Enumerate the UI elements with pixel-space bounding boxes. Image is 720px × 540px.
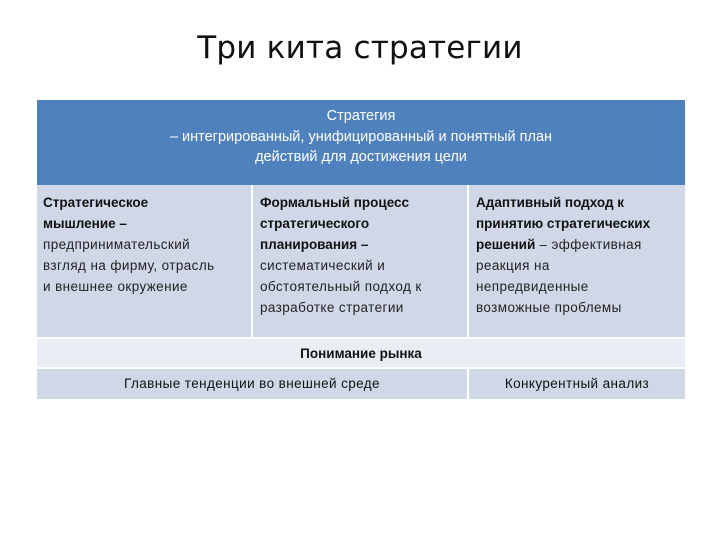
pillar-3-title-word: решений xyxy=(476,237,536,252)
pillar-3-text-line-2: непредвиденные xyxy=(476,279,589,294)
pillar-3-title-tail: – эффективная xyxy=(535,237,642,252)
pillar-3-title-line-1: Адаптивный подход к xyxy=(476,195,625,210)
pillar-formal-planning xyxy=(253,185,469,337)
competitive-analysis-cell: Конкурентный анализ xyxy=(504,376,650,391)
pillar-1-text-line-1: предпринимательский xyxy=(43,237,191,252)
pillars-row xyxy=(37,185,685,337)
pillar-1-title-line-2: мышление – xyxy=(43,216,127,231)
header-line-2: – интегрированный, унифицированный и понятный план xyxy=(169,128,553,145)
pillar-3-text-line-1: реакция на xyxy=(476,258,550,273)
strategy-header-cell xyxy=(37,100,685,185)
header-line-1: Стратегия xyxy=(326,108,396,124)
header-line-3: действий для достижения цели xyxy=(255,149,467,165)
pillar-2-title-line-3: планирования – xyxy=(260,237,369,252)
pillar-3-title-line-2: принятию стратегических xyxy=(476,216,651,231)
slide-title: Три кита стратегии xyxy=(197,30,523,66)
pillar-3-text-line-3: возможные проблемы xyxy=(476,300,622,315)
pillar-1-text-line-3: и внешнее окружение xyxy=(43,279,188,294)
pillar-2-title-line-1: Формальный процесс xyxy=(260,195,410,210)
pillar-2-text-line-3: разработке стратегии xyxy=(260,300,404,315)
pillar-strategic-thinking xyxy=(37,185,253,337)
pillar-3-title-line-3 xyxy=(476,234,681,255)
pillar-1-title-line-1: Стратегическое xyxy=(43,195,149,210)
market-understanding-row: Понимание рынка xyxy=(37,337,685,367)
pillar-1-text-line-2: взгляд на фирму, отрасль xyxy=(43,258,215,273)
pillar-adaptive-approach xyxy=(469,185,685,337)
external-trends-cell: Главные тенденции во внешней среде xyxy=(37,369,469,399)
analysis-row xyxy=(37,367,685,399)
pillar-2-text-line-2: обстоятельный подход к xyxy=(260,279,422,294)
strategy-table xyxy=(37,100,685,399)
pillar-2-text-line-1: систематический и xyxy=(260,258,386,273)
pillar-2-title-line-2: стратегического xyxy=(260,216,370,231)
